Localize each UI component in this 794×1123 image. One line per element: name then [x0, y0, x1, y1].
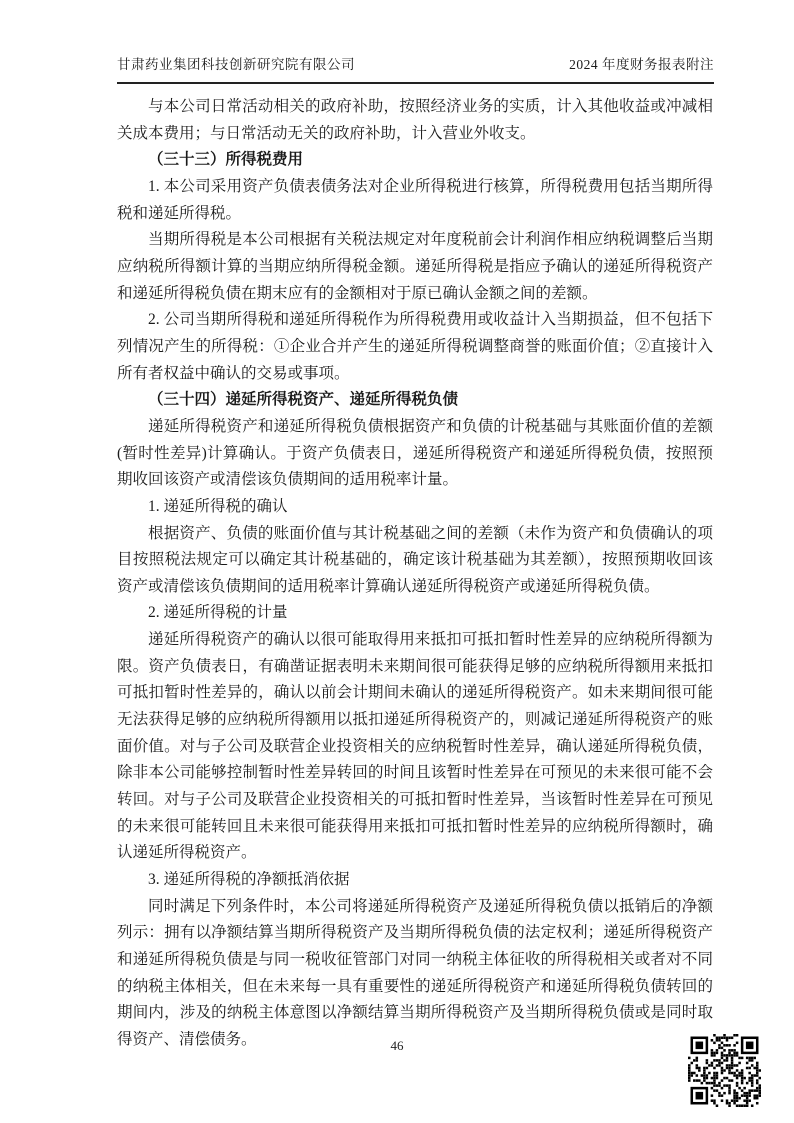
- list-item-heading: 1. 递延所得税的确认: [148, 497, 288, 515]
- document-body: [117, 94, 713, 1054]
- qr-code-icon: [688, 1034, 761, 1107]
- page-header: [117, 53, 714, 84]
- paragraph: 递延所得税资产和递延所得税负债根据资产和负债的计税基础与其账面价值的差额(暂时性差异)计算确认。于资产负债表日，递延所得税资产和递延所得税负债，按照预期收回该资产或清偿该负债期间的适用税率计量。: [117, 417, 713, 489]
- section-heading-33: （三十三）所得税费用: [148, 151, 304, 169]
- header-doc-title: 2024 年度财务报表附注: [569, 57, 714, 72]
- paragraph: 与本公司日常活动相关的政府补助，按照经济业务的实质，计入其他收益或冲减相关成本费用；与日常活动无关的政府补助，计入营业外收支。: [117, 98, 713, 142]
- page-number: 46: [390, 1038, 404, 1053]
- paragraph: 当期所得税是本公司根据有关税法规定对年度税前会计利润作相应纳税调整后当期应纳税所得额计算的当期应纳所得税金额。递延所得税是指应予确认的递延所得税资产和递延所得税负债在期末应有的金额相对于原已确认金额之间的差额。: [117, 231, 713, 302]
- paragraph: 根据资产、负债的账面价值与其计税基础之间的差额（未作为资产和负债确认的项目按照税法规定可以确定其计税基础的，确定该计税基础为其差额），按照预期收回该资产或清偿该负债期间的适用税率计算确认递延所得税资产或递延所得税负债。: [117, 524, 713, 595]
- header-company-name: 甘肃药业集团科技创新研究院有限公司: [117, 57, 355, 72]
- paragraph: 同时满足下列条件时，本公司将递延所得税资产及递延所得税负债以抵销后的净额列示：拥有以净额结算当期所得税资产及当期所得税负债的法定权利；递延所得税资产和递延所得税负债是与同一税收征管部门对同一纳税主体征收的所得税相关或者对不同的纳税主体相关，但在未来每一具有重要性的递延所得税资产和递延所得税负债转回的期间内，涉及的纳税主体意图以净额结算当期所得税资产及当期所得税负债或是同时取得资产、清偿债务。: [117, 897, 713, 1048]
- paragraph: 1. 本公司采用资产负债表债务法对企业所得税进行核算，所得税费用包括当期所得税和递延所得税。: [117, 177, 713, 222]
- paragraph: 2. 公司当期所得税和递延所得税作为所得税费用或收益计入当期损益，但不包括下列情况产生的所得税：①企业合并产生的递延所得税调整商誉的账面价值；②直接计入所有者权益中确认的交易或事项。: [117, 311, 713, 382]
- section-heading-34: （三十四）递延所得税资产、递延所得税负债: [148, 391, 459, 409]
- list-item-heading: 2. 递延所得税的计量: [148, 604, 288, 622]
- paragraph: 递延所得税资产的确认以很可能取得用来抵扣可抵扣暂时性差异的应纳税所得额为限。资产负债表日，有确凿证据表明未来期间很可能获得足够的应纳税所得额用来抵扣可抵扣暂时性差异的，确认以前会计期间未确认的递延所得税资产。如未来期间很可能无法获得足够的应纳税所得额用以抵扣递延所得税资产的，则减记递延所得税资产的账面价值。对与子公司及联营企业投资相关的应纳税暂时性差异，确认递延所得税负债，除非本公司能够控制暂时性差异转回的时间且该暂时性差异在可预见的未来很可能不会转回。对与子公司及联营企业投资相关的可抵扣暂时性差异，当该暂时性差异在可预见的未来很可能转回且未来很可能获得用来抵扣可抵扣暂时性差异的应纳税所得额时，确认递延所得税资产。: [117, 631, 713, 862]
- list-item-heading: 3. 递延所得税的净额抵消依据: [148, 871, 350, 889]
